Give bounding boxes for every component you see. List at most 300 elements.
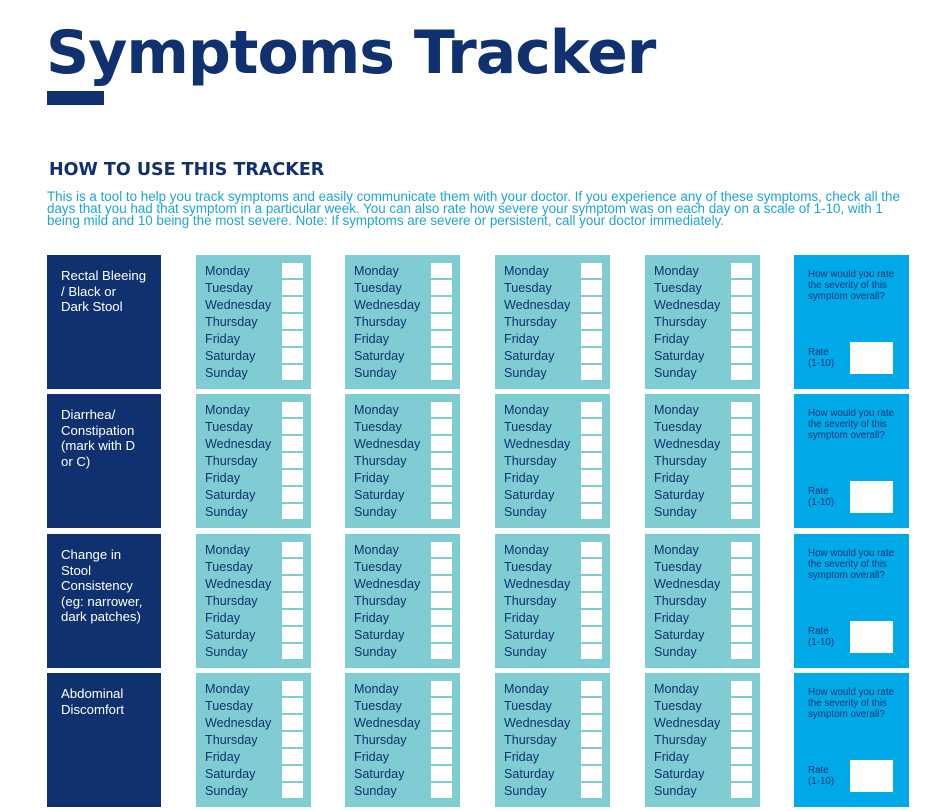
day-checkbox[interactable]	[581, 297, 602, 312]
day-entry	[345, 766, 460, 783]
day-checkbox[interactable]	[581, 263, 602, 278]
day-name: Sunday	[205, 366, 248, 380]
day-entry	[645, 470, 760, 487]
day-checkbox[interactable]	[581, 715, 602, 730]
rate-label: Rate (1-10)	[808, 626, 835, 648]
day-entry	[645, 559, 760, 576]
day-checkbox[interactable]	[731, 348, 752, 363]
day-checkbox[interactable]	[581, 576, 602, 591]
day-name: Monday	[354, 403, 399, 417]
week-column	[495, 534, 610, 668]
day-entry	[345, 504, 460, 521]
day-entry	[196, 542, 311, 559]
day-checkbox[interactable]	[431, 542, 452, 557]
day-entry	[345, 576, 460, 593]
day-name: Saturday	[205, 349, 256, 363]
day-entry	[645, 593, 760, 610]
day-checkbox[interactable]	[581, 280, 602, 295]
day-name: Wednesday	[654, 437, 721, 451]
day-entry	[645, 453, 760, 470]
day-entry	[345, 644, 460, 661]
symptom-row	[0, 534, 951, 668]
day-entry	[645, 348, 760, 365]
day-checkbox[interactable]	[731, 402, 752, 417]
day-checkbox[interactable]	[581, 365, 602, 380]
rate-input-box[interactable]	[850, 760, 893, 792]
day-checkbox[interactable]	[431, 610, 452, 625]
day-checkbox[interactable]	[581, 783, 602, 798]
day-checkbox[interactable]	[282, 644, 303, 659]
day-checkbox[interactable]	[282, 365, 303, 380]
day-entry	[345, 402, 460, 419]
day-name: Thursday	[504, 594, 557, 608]
day-name: Wednesday	[654, 716, 721, 730]
day-checkbox[interactable]	[581, 453, 602, 468]
rate-input-box[interactable]	[850, 481, 893, 513]
day-name: Friday	[504, 332, 539, 346]
day-checkbox[interactable]	[731, 627, 752, 642]
day-name: Friday	[504, 471, 539, 485]
day-entry	[495, 644, 610, 661]
day-name: Tuesday	[654, 699, 702, 713]
day-entry	[495, 365, 610, 382]
day-name: Tuesday	[504, 281, 552, 295]
day-checkbox[interactable]	[731, 436, 752, 451]
day-checkbox[interactable]	[282, 402, 303, 417]
day-checkbox[interactable]	[431, 331, 452, 346]
day-name: Saturday	[654, 767, 705, 781]
day-checkbox[interactable]	[431, 280, 452, 295]
day-entry	[645, 419, 760, 436]
day-entry	[345, 365, 460, 382]
day-checkbox[interactable]	[581, 402, 602, 417]
day-name: Saturday	[504, 767, 555, 781]
day-entry	[495, 348, 610, 365]
day-checkbox[interactable]	[731, 732, 752, 747]
day-name: Friday	[654, 611, 689, 625]
day-entry	[495, 419, 610, 436]
severity-question: How would you rate the severity of this symptom overall?	[808, 408, 895, 441]
day-entry	[345, 263, 460, 280]
day-entry	[645, 402, 760, 419]
symptom-label: Change in Stool Consistency (eg: narrower, dark patches)	[47, 534, 161, 668]
day-entry	[196, 576, 311, 593]
day-name: Tuesday	[504, 699, 552, 713]
day-entry	[645, 749, 760, 766]
day-checkbox[interactable]	[282, 314, 303, 329]
day-checkbox[interactable]	[731, 280, 752, 295]
day-checkbox[interactable]	[581, 559, 602, 574]
day-checkbox[interactable]	[581, 419, 602, 434]
symptom-row	[0, 255, 951, 389]
day-name: Wednesday	[654, 577, 721, 591]
day-name: Tuesday	[654, 560, 702, 574]
day-name: Monday	[354, 543, 399, 557]
symptom-label: Diarrhea/ Constipation (mark with D or C)	[47, 394, 161, 528]
day-name: Tuesday	[205, 281, 253, 295]
day-entry	[196, 402, 311, 419]
day-checkbox[interactable]	[731, 504, 752, 519]
day-name: Monday	[504, 543, 549, 557]
day-entry	[196, 732, 311, 749]
day-checkbox[interactable]	[431, 263, 452, 278]
day-name: Saturday	[354, 349, 405, 363]
day-name: Tuesday	[205, 699, 253, 713]
day-checkbox[interactable]	[731, 576, 752, 591]
day-checkbox[interactable]	[581, 749, 602, 764]
week-column	[645, 534, 760, 668]
day-checkbox[interactable]	[731, 698, 752, 713]
day-checkbox[interactable]	[581, 644, 602, 659]
day-checkbox[interactable]	[431, 593, 452, 608]
day-entry	[495, 314, 610, 331]
day-checkbox[interactable]	[431, 644, 452, 659]
day-name: Thursday	[654, 594, 707, 608]
day-name: Sunday	[205, 505, 248, 519]
day-checkbox[interactable]	[581, 610, 602, 625]
day-name: Tuesday	[205, 560, 253, 574]
day-name: Monday	[504, 682, 549, 696]
day-checkbox[interactable]	[431, 470, 452, 485]
day-checkbox[interactable]	[581, 436, 602, 451]
day-entry	[345, 348, 460, 365]
day-checkbox[interactable]	[581, 348, 602, 363]
day-name: Friday	[354, 471, 389, 485]
day-checkbox[interactable]	[581, 593, 602, 608]
day-checkbox[interactable]	[431, 698, 452, 713]
severity-panel	[794, 534, 909, 668]
day-checkbox[interactable]	[282, 559, 303, 574]
day-name: Sunday	[654, 784, 697, 798]
day-entry	[345, 297, 460, 314]
day-name: Monday	[205, 543, 250, 557]
day-checkbox[interactable]	[282, 263, 303, 278]
day-checkbox[interactable]	[431, 314, 452, 329]
day-checkbox[interactable]	[731, 314, 752, 329]
day-checkbox[interactable]	[282, 297, 303, 312]
day-name: Monday	[354, 264, 399, 278]
day-checkbox[interactable]	[431, 576, 452, 591]
day-checkbox[interactable]	[282, 715, 303, 730]
day-checkbox[interactable]	[581, 681, 602, 696]
day-checkbox[interactable]	[731, 783, 752, 798]
day-entry	[345, 331, 460, 348]
day-entry	[495, 487, 610, 504]
day-checkbox[interactable]	[282, 542, 303, 557]
day-name: Wednesday	[504, 298, 571, 312]
day-checkbox[interactable]	[282, 280, 303, 295]
day-name: Sunday	[504, 784, 547, 798]
day-entry	[495, 627, 610, 644]
day-name: Sunday	[354, 505, 397, 519]
day-checkbox[interactable]	[731, 593, 752, 608]
day-name: Monday	[354, 682, 399, 696]
day-checkbox[interactable]	[431, 504, 452, 519]
day-name: Sunday	[654, 645, 697, 659]
day-name: Friday	[354, 332, 389, 346]
day-name: Friday	[504, 750, 539, 764]
day-checkbox[interactable]	[581, 732, 602, 747]
day-checkbox[interactable]	[431, 749, 452, 764]
day-entry	[196, 297, 311, 314]
day-entry	[345, 593, 460, 610]
day-checkbox[interactable]	[431, 766, 452, 781]
day-checkbox[interactable]	[282, 627, 303, 642]
day-name: Saturday	[354, 488, 405, 502]
day-name: Sunday	[504, 366, 547, 380]
day-entry	[645, 681, 760, 698]
severity-question: How would you rate the severity of this symptom overall?	[808, 548, 895, 581]
page-title: Symptoms Tracker	[46, 18, 656, 88]
day-entry	[645, 576, 760, 593]
week-column	[645, 255, 760, 389]
day-checkbox[interactable]	[282, 732, 303, 747]
day-entry	[196, 470, 311, 487]
day-name: Tuesday	[205, 420, 253, 434]
day-name: Saturday	[504, 488, 555, 502]
day-name: Thursday	[205, 454, 258, 468]
symptom-label: Rectal Bleeing / Black or Dark Stool	[47, 255, 161, 389]
day-checkbox[interactable]	[431, 783, 452, 798]
day-name: Wednesday	[504, 577, 571, 591]
day-name: Wednesday	[205, 716, 272, 730]
day-entry	[345, 436, 460, 453]
day-checkbox[interactable]	[731, 365, 752, 380]
day-checkbox[interactable]	[581, 314, 602, 329]
day-checkbox[interactable]	[731, 542, 752, 557]
day-checkbox[interactable]	[282, 453, 303, 468]
day-entry	[196, 504, 311, 521]
day-checkbox[interactable]	[282, 766, 303, 781]
day-checkbox[interactable]	[431, 627, 452, 642]
day-entry	[196, 559, 311, 576]
day-entry	[495, 715, 610, 732]
day-entry	[645, 698, 760, 715]
day-entry	[196, 348, 311, 365]
day-checkbox[interactable]	[431, 365, 452, 380]
day-checkbox[interactable]	[282, 593, 303, 608]
rate-label: Rate (1-10)	[808, 486, 835, 508]
severity-question: How would you rate the severity of this symptom overall?	[808, 687, 895, 720]
day-entry	[495, 470, 610, 487]
day-entry	[196, 487, 311, 504]
day-name: Friday	[354, 750, 389, 764]
day-name: Friday	[205, 471, 240, 485]
day-name: Monday	[205, 264, 250, 278]
severity-panel	[794, 394, 909, 528]
symptom-label: Abdominal Discomfort	[47, 673, 161, 807]
day-name: Saturday	[654, 349, 705, 363]
day-entry	[196, 453, 311, 470]
day-entry	[196, 644, 311, 661]
day-checkbox[interactable]	[282, 348, 303, 363]
week-column	[345, 394, 460, 528]
day-checkbox[interactable]	[431, 453, 452, 468]
day-entry	[196, 436, 311, 453]
day-checkbox[interactable]	[731, 263, 752, 278]
day-checkbox[interactable]	[282, 576, 303, 591]
day-name: Sunday	[504, 645, 547, 659]
day-checkbox[interactable]	[282, 504, 303, 519]
day-checkbox[interactable]	[431, 715, 452, 730]
day-checkbox[interactable]	[431, 402, 452, 417]
day-checkbox[interactable]	[731, 487, 752, 502]
day-checkbox[interactable]	[731, 470, 752, 485]
day-checkbox[interactable]	[431, 732, 452, 747]
day-checkbox[interactable]	[581, 504, 602, 519]
day-name: Tuesday	[504, 420, 552, 434]
day-checkbox[interactable]	[581, 470, 602, 485]
day-entry	[495, 593, 610, 610]
day-entry	[645, 627, 760, 644]
day-entry	[196, 280, 311, 297]
day-name: Friday	[205, 750, 240, 764]
day-name: Sunday	[205, 784, 248, 798]
day-checkbox[interactable]	[731, 644, 752, 659]
day-entry	[495, 402, 610, 419]
day-checkbox[interactable]	[731, 297, 752, 312]
day-entry	[196, 627, 311, 644]
week-column	[495, 673, 610, 807]
day-checkbox[interactable]	[731, 681, 752, 696]
day-entry	[196, 610, 311, 627]
day-entry	[495, 681, 610, 698]
day-name: Thursday	[504, 315, 557, 329]
week-column	[645, 394, 760, 528]
week-column	[345, 673, 460, 807]
day-entry	[495, 576, 610, 593]
severity-panel	[794, 673, 909, 807]
day-entry	[645, 644, 760, 661]
day-entry	[495, 263, 610, 280]
day-checkbox[interactable]	[731, 453, 752, 468]
day-name: Friday	[354, 611, 389, 625]
day-name: Tuesday	[354, 420, 402, 434]
day-entry	[196, 698, 311, 715]
day-checkbox[interactable]	[731, 715, 752, 730]
week-column	[345, 534, 460, 668]
intro-paragraph: This is a tool to help you track symptoms and easily communicate them with your doctor. If you experience any of these symptoms, check all the days that you had that symptom in a particular week. You can also rate how severe your symptom was on each day on a scale of 1-10, with 1 being mild and 10 being the most severe. Note: If symptoms are severe or persistent, call your doctor immediately.	[47, 189, 900, 228]
day-checkbox[interactable]	[431, 487, 452, 502]
day-entry	[345, 749, 460, 766]
day-checkbox[interactable]	[431, 419, 452, 434]
day-name: Thursday	[354, 454, 407, 468]
day-name: Sunday	[504, 505, 547, 519]
day-checkbox[interactable]	[282, 783, 303, 798]
day-entry	[345, 559, 460, 576]
day-entry	[345, 419, 460, 436]
day-name: Wednesday	[654, 298, 721, 312]
day-entry	[645, 436, 760, 453]
day-entry	[345, 487, 460, 504]
day-checkbox[interactable]	[581, 542, 602, 557]
day-entry	[495, 766, 610, 783]
day-checkbox[interactable]	[731, 610, 752, 625]
day-checkbox[interactable]	[581, 766, 602, 781]
day-name: Sunday	[654, 505, 697, 519]
day-entry	[345, 610, 460, 627]
day-name: Saturday	[504, 349, 555, 363]
week-column	[196, 534, 311, 668]
rate-input-box[interactable]	[850, 342, 893, 374]
day-checkbox[interactable]	[581, 487, 602, 502]
day-checkbox[interactable]	[431, 559, 452, 574]
day-name: Saturday	[205, 488, 256, 502]
day-checkbox[interactable]	[431, 436, 452, 451]
day-name: Tuesday	[354, 560, 402, 574]
day-checkbox[interactable]	[731, 559, 752, 574]
day-name: Tuesday	[354, 281, 402, 295]
day-entry	[645, 314, 760, 331]
day-checkbox[interactable]	[731, 766, 752, 781]
day-entry	[196, 715, 311, 732]
day-checkbox[interactable]	[731, 419, 752, 434]
day-name: Thursday	[205, 315, 258, 329]
day-name: Saturday	[354, 628, 405, 642]
day-name: Thursday	[654, 315, 707, 329]
day-name: Sunday	[205, 645, 248, 659]
day-name: Sunday	[354, 645, 397, 659]
week-column	[645, 673, 760, 807]
day-name: Friday	[654, 471, 689, 485]
day-name: Wednesday	[205, 577, 272, 591]
day-name: Thursday	[504, 733, 557, 747]
day-checkbox[interactable]	[282, 698, 303, 713]
day-checkbox[interactable]	[282, 681, 303, 696]
day-checkbox[interactable]	[282, 749, 303, 764]
day-entry	[495, 331, 610, 348]
day-entry	[345, 280, 460, 297]
day-entry	[645, 297, 760, 314]
day-entry	[345, 715, 460, 732]
day-checkbox[interactable]	[282, 419, 303, 434]
rate-label: Rate (1-10)	[808, 347, 835, 369]
day-entry	[495, 559, 610, 576]
day-checkbox[interactable]	[282, 436, 303, 451]
day-checkbox[interactable]	[282, 610, 303, 625]
day-entry	[196, 593, 311, 610]
day-checkbox[interactable]	[581, 331, 602, 346]
day-checkbox[interactable]	[581, 627, 602, 642]
day-entry	[196, 766, 311, 783]
day-entry	[196, 419, 311, 436]
day-checkbox[interactable]	[431, 297, 452, 312]
day-entry	[645, 487, 760, 504]
day-entry	[645, 783, 760, 800]
day-checkbox[interactable]	[581, 698, 602, 713]
day-checkbox[interactable]	[431, 348, 452, 363]
symptom-row	[0, 673, 951, 807]
day-entry	[495, 297, 610, 314]
day-checkbox[interactable]	[282, 470, 303, 485]
day-checkbox[interactable]	[431, 681, 452, 696]
day-entry	[645, 766, 760, 783]
title-underline-bar	[47, 91, 104, 105]
symptom-row	[0, 394, 951, 528]
day-checkbox[interactable]	[282, 487, 303, 502]
day-name: Wednesday	[504, 437, 571, 451]
day-name: Monday	[205, 403, 250, 417]
day-entry	[495, 280, 610, 297]
day-name: Monday	[654, 264, 699, 278]
rate-input-box[interactable]	[850, 621, 893, 653]
week-column	[196, 673, 311, 807]
day-checkbox[interactable]	[731, 331, 752, 346]
day-checkbox[interactable]	[731, 749, 752, 764]
day-name: Wednesday	[205, 437, 272, 451]
day-checkbox[interactable]	[282, 331, 303, 346]
day-entry	[345, 783, 460, 800]
